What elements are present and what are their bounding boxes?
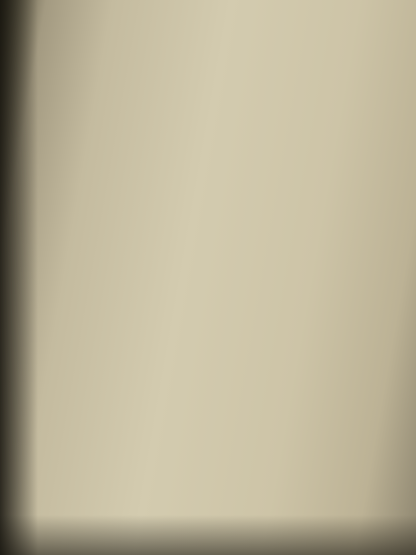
- page-gutter-shadow: [0, 0, 38, 555]
- page-bottom-shadow: [0, 515, 416, 555]
